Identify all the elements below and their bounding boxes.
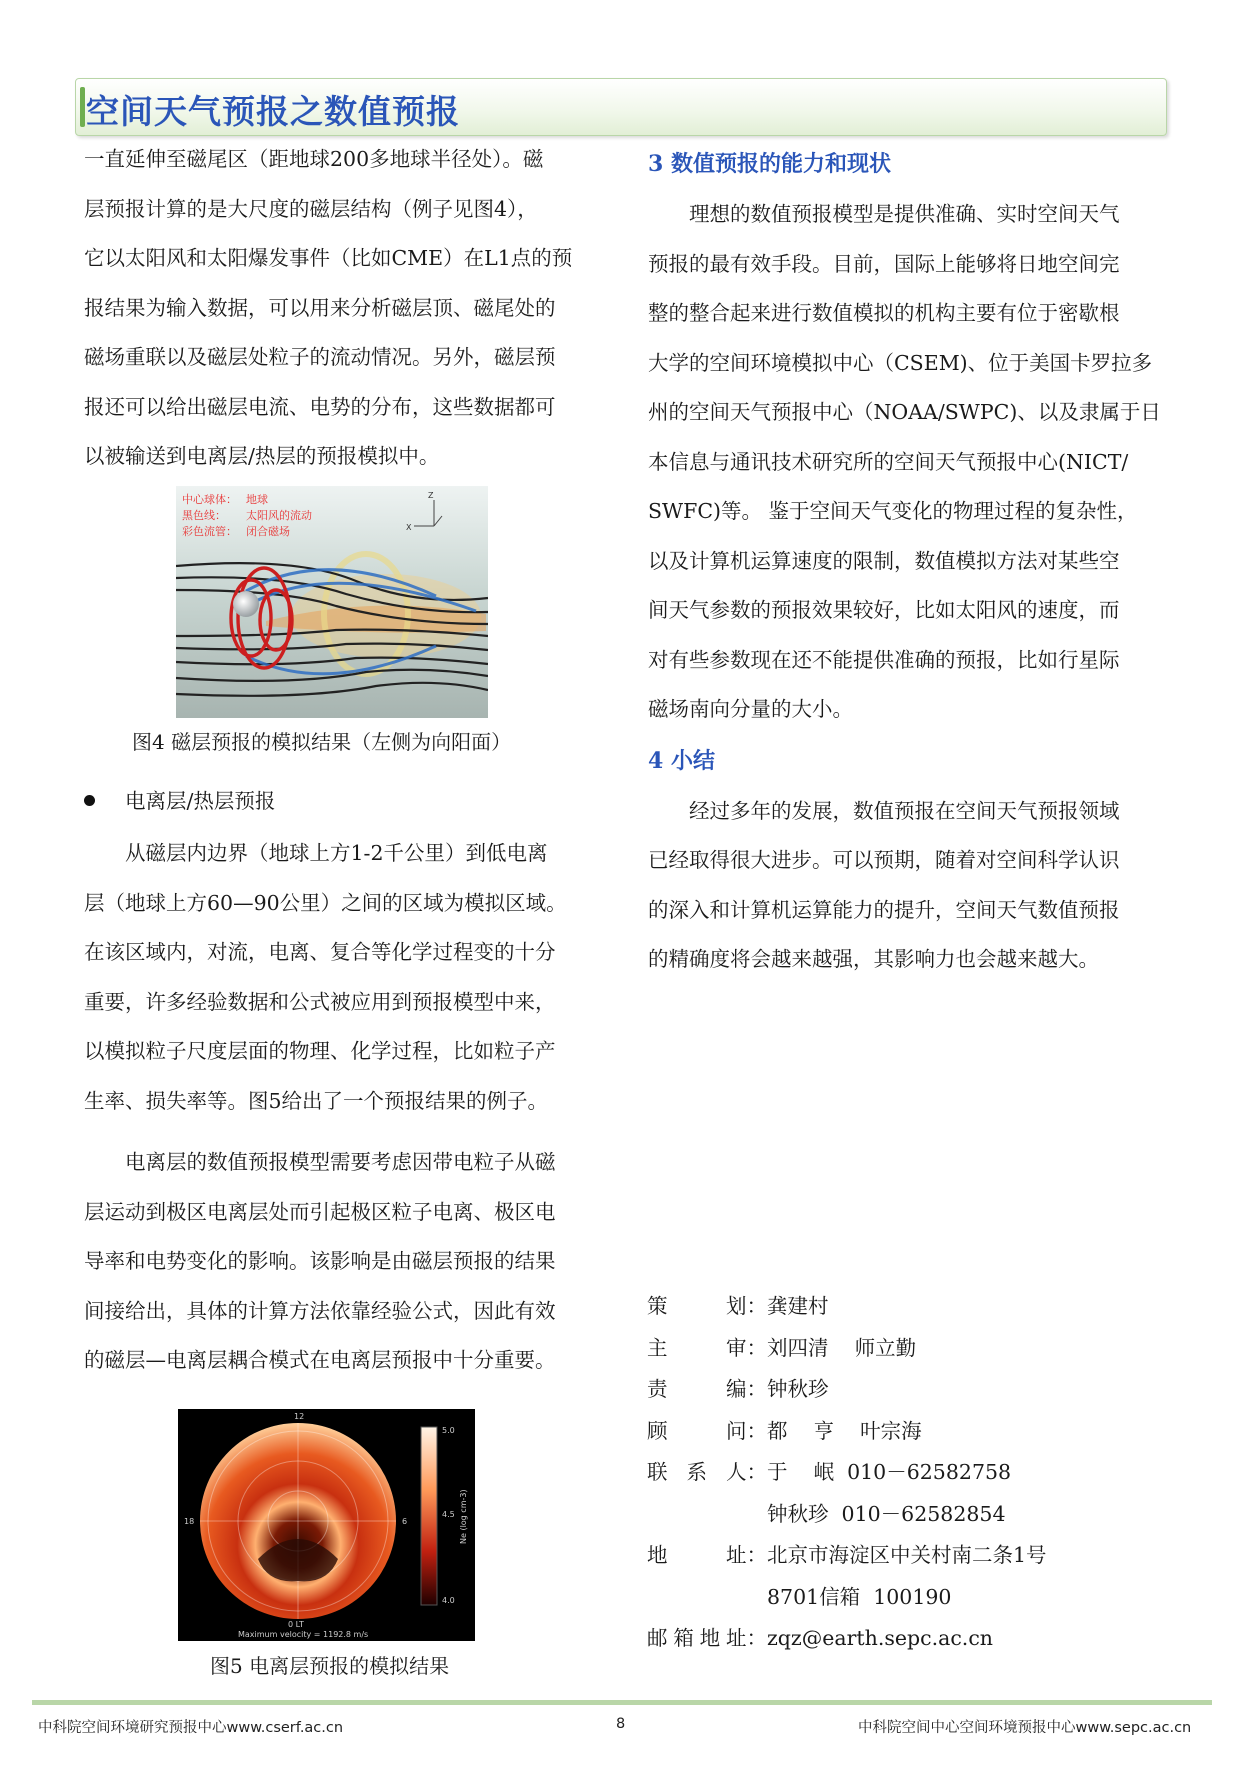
ionosphere-polar-plot (178, 1409, 475, 1641)
credit-key: 联 系 人： (647, 1460, 767, 1484)
credit-row (647, 1577, 1047, 1619)
max-velocity-label: Maximum velocity = 1192.8 m/s (238, 1630, 369, 1639)
right-column (648, 138, 1163, 985)
para-line: SWFC)等。 鉴于空间天气变化的物理过程的复杂性， (648, 499, 1138, 523)
left-column-intro (84, 135, 589, 482)
para-line: 间天气参数的预报效果较好，比如太阳风的速度，而 (648, 598, 1120, 622)
fig4-legend-key-1: 中心球体： (182, 493, 237, 506)
para-line: 大学的空间环境模拟中心（CSEM)、位于美国卡罗拉多 (648, 350, 1153, 375)
axis-z-label: Z (428, 491, 434, 500)
credit-row (647, 1494, 1047, 1536)
para-line: 对有些参数现在还不能提供准确的预报，比如行星际 (648, 647, 1120, 672)
credit-row (647, 1369, 1047, 1411)
credit-key: 顾 问： (647, 1418, 767, 1443)
figure-5-ionosphere (178, 1409, 475, 1641)
para-line: 生率、损失率等。图5给出了一个预报结果的例子。 (84, 1088, 549, 1113)
fig4-legend-val-3: 闭合磁场 (246, 525, 290, 538)
credit-row (647, 1286, 1047, 1328)
para-line: 整的整合起来进行数值模拟的机构主要有位于密歇根 (648, 301, 1120, 325)
fig4-legend-val-1: 地球 (246, 493, 268, 506)
para-line: 磁场重联以及磁层处粒子的流动情况。另外，磁层预 (84, 345, 556, 369)
figure-5-caption: 图5 电离层预报的模拟结果 (210, 1654, 450, 1678)
lt-6-label: 6 (402, 1517, 408, 1526)
fig4-legend-key-2: 黑色线： (182, 509, 226, 522)
page-number: 8 (616, 1716, 626, 1732)
colorbar-tick: 4.5 (442, 1510, 455, 1519)
para-line: 的磁层—电离层耦合模式在电离层预报中十分重要。 (84, 1348, 556, 1372)
para-line: 报还可以给出磁层电流、电势的分布，这些数据都可 (84, 394, 556, 419)
magnetosphere-image (176, 486, 488, 718)
para-line: 的深入和计算机运算能力的提升，空间天气数值预报 (648, 897, 1120, 922)
credit-row (647, 1411, 1047, 1453)
figure-4-caption: 图4 磁层预报的模拟结果（左侧为向阳面） (132, 730, 512, 754)
credit-value: 北京市海淀区中关村南二条1号 (767, 1543, 1047, 1567)
para-line: 已经取得很大进步。可以预期，随着对空间科学认识 (648, 848, 1120, 872)
credit-value: 龚建村 (767, 1294, 829, 1318)
colorbar-tick: 4.0 (442, 1596, 455, 1605)
credit-row (647, 1618, 1047, 1660)
para-line: 州的空间天气预报中心（NOAA/SWPC)、以及隶属于日 (648, 400, 1161, 424)
para-line: 从磁层内边界（地球上方1-2千公里）到低电离 (125, 841, 548, 865)
colorbar (421, 1427, 437, 1605)
credit-row (647, 1452, 1047, 1494)
colorbar-label: Ne (log cm-3) (459, 1489, 468, 1544)
para-line: 的精确度将会越来越强，其影响力也会越来越大。 (648, 947, 1099, 971)
section-3-heading: 3 数值预报的能力和现状 (648, 151, 891, 177)
bullet-ionosphere (84, 784, 275, 814)
lt-12-label: 12 (294, 1412, 305, 1421)
footer-right-link[interactable]: 中科院空间中心空间环境预报中心www.sepc.ac.cn (858, 1720, 1192, 1736)
credit-row (647, 1328, 1047, 1370)
footer-divider (32, 1700, 1212, 1705)
para-line: 本信息与通讯技术研究所的空间天气预报中心(NICT/ (648, 449, 1129, 474)
section-title: 空间天气预报之数值预报 (86, 92, 460, 131)
credit-value: 8701信箱 100190 (767, 1584, 952, 1609)
para-line: 一直延伸至磁尾区（距地球200多地球半径处）。磁 (84, 147, 544, 171)
section-4-heading: 4 小结 (648, 747, 715, 774)
bullet-icon (84, 795, 95, 806)
para-line: 磁场南向分量的大小。 (648, 697, 853, 721)
credit-value: 钟秋珍 010－62582854 (767, 1501, 1006, 1526)
credit-key: 策 划： (647, 1294, 767, 1318)
para-line: 层（地球上方60—90公里）之间的区域为模拟区域。 (84, 890, 567, 915)
credit-value: 于 岷 010－62582758 (767, 1460, 1012, 1484)
credit-key: 邮 箱 地 址： (647, 1626, 767, 1650)
credit-key: 地 址： (647, 1543, 767, 1567)
para-line: 层预报计算的是大尺度的磁层结构（例子见图4）， (84, 196, 538, 221)
figure-4-magnetosphere (176, 486, 488, 718)
lt-0-label: 0 LT (288, 1620, 304, 1629)
para-line: 在该区域内，对流，电离、复合等化学过程变的十分 (84, 940, 556, 964)
email-link[interactable]: zqz@earth.sepc.ac.cn (767, 1626, 994, 1650)
lt-18-label: 18 (184, 1517, 195, 1526)
para-line: 电离层的数值预报模型需要考虑因带电粒子从磁 (125, 1150, 556, 1174)
para-line: 导率和电势变化的影响。该影响是由磁层预报的结果 (84, 1249, 556, 1273)
colorbar-tick: 5.0 (442, 1426, 455, 1435)
credits-block (647, 1286, 1047, 1660)
credit-key (647, 1577, 767, 1619)
para-line: 预报的最有效手段。目前，国际上能够将日地空间完 (648, 251, 1120, 276)
para-line: 报结果为输入数据，可以用来分析磁层顶、磁尾处的 (84, 295, 556, 320)
credit-key (647, 1494, 767, 1536)
axis-x-label: X (406, 523, 412, 532)
para-line: 理想的数值预报模型是提供准确、实时空间天气 (689, 202, 1120, 226)
credit-value: 都 亨 叶宗海 (767, 1418, 922, 1443)
para-line: 层运动到极区电离层处而引起极区粒子电离、极区电 (84, 1199, 556, 1224)
credit-key: 责 编： (647, 1377, 767, 1401)
credit-row (647, 1535, 1047, 1577)
bullet-text: 电离层/热层预报 (125, 789, 276, 813)
para-line: 重要，许多经验数据和公式被应用到预报模型中来， (84, 989, 556, 1014)
fig4-legend-key-3: 彩色流管： (182, 525, 237, 538)
para-line: 间接给出，具体的计算方法依靠经验公式，因此有效 (84, 1298, 556, 1323)
fig4-legend-val-2: 太阳风的流动 (246, 509, 312, 522)
left-column-ionosphere (84, 829, 589, 1386)
footer-left-link[interactable]: 中科院空间环境研究预报中心www.cserf.ac.cn (38, 1720, 344, 1736)
para-line: 以及计算机运算速度的限制，数值模拟方法对某些空 (648, 548, 1120, 573)
credit-value: 刘四清 师立勤 (767, 1335, 917, 1360)
para-line: 经过多年的发展，数值预报在空间天气预报领域 (689, 798, 1120, 823)
para-line: 以被输送到电离层/热层的预报模拟中。 (84, 444, 440, 468)
credit-key: 主 审： (647, 1335, 767, 1360)
credit-value: 钟秋珍 (767, 1377, 829, 1401)
para-line: 以模拟粒子尺度层面的物理、化学过程，比如粒子产 (84, 1039, 556, 1063)
para-line: 它以太阳风和太阳爆发事件（比如CME）在L1点的预 (84, 246, 573, 270)
